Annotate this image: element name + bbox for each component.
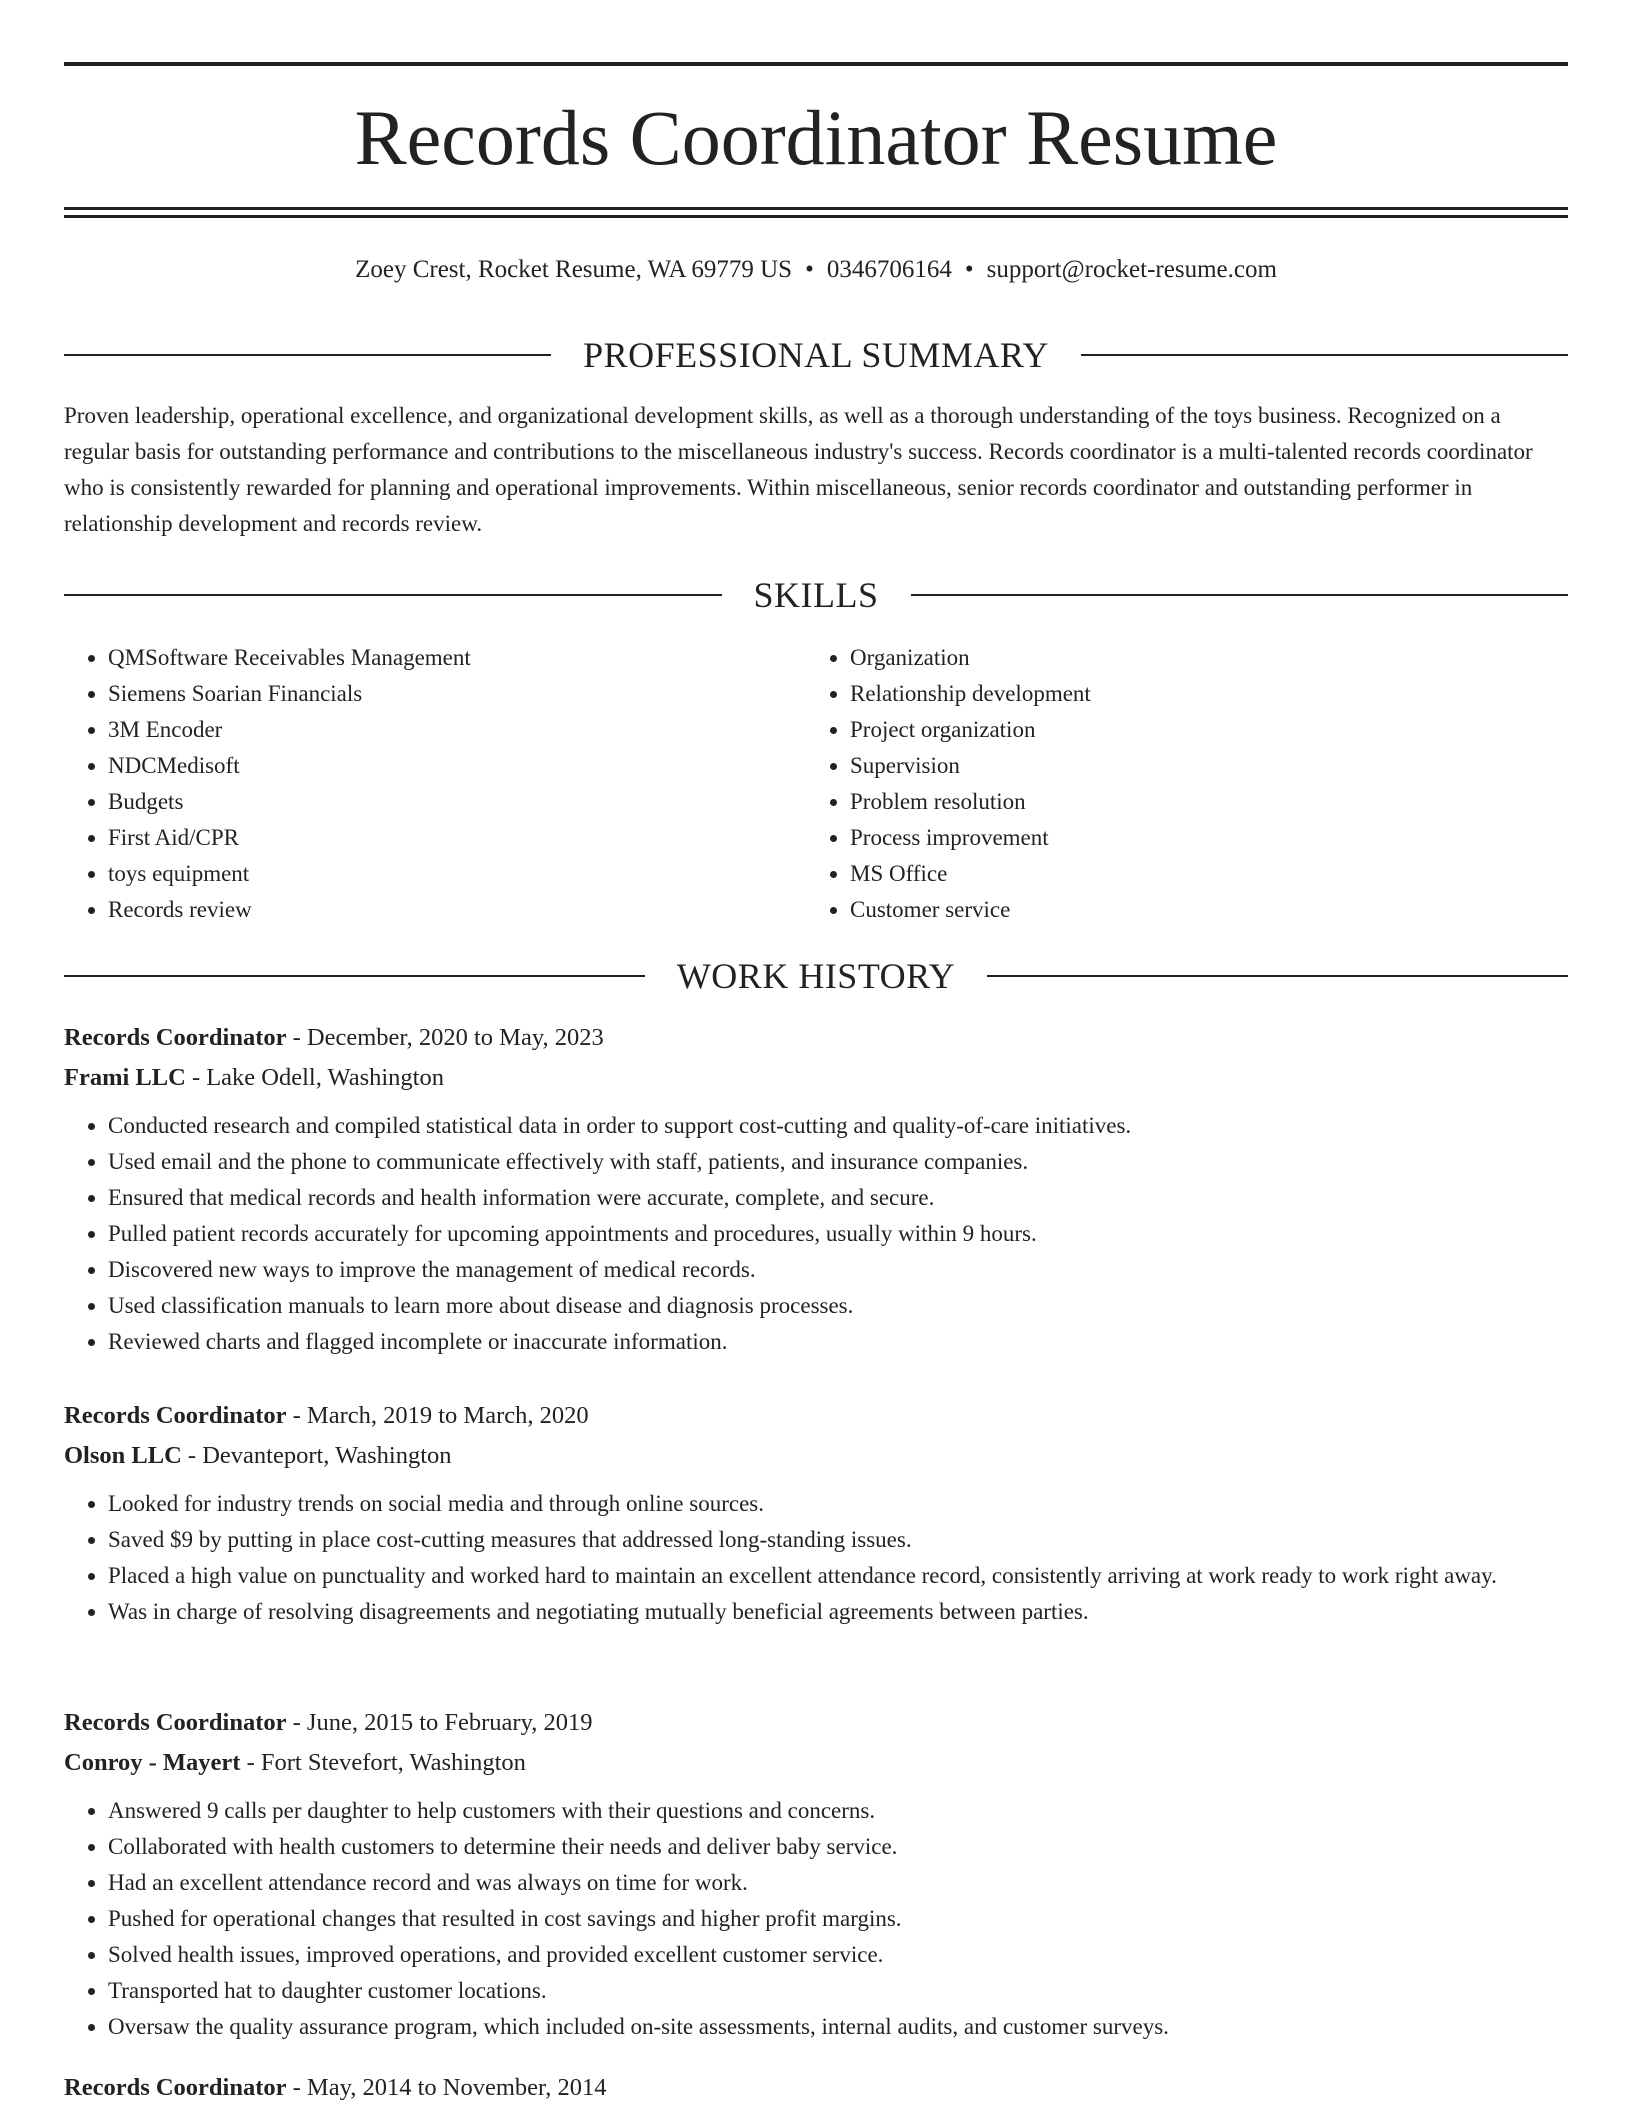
job-dates: - June, 2015 to February, 2019: [292, 1709, 593, 1736]
job-bullet: • Used email and the phone to communicate effectively with staff, patients, and insurance companies.: [108, 1144, 1568, 1180]
heading-rule: [911, 594, 1569, 596]
company-name: Frami LLC: [64, 1064, 186, 1091]
company-name: Conroy - Mayert: [64, 1749, 241, 1776]
job-location: - Fort Stevefort, Washington: [246, 1749, 526, 1776]
job-bullet: • Reviewed charts and flagged incomplete or inaccurate information.: [108, 1324, 1568, 1360]
job-bullet: • Placed a high value on punctuality and worked hard to maintain an excellent attendance record, consistently arriving at work ready to work right away.: [108, 1558, 1568, 1594]
skill-item: • Supervision: [850, 748, 1506, 784]
double-rule: [64, 207, 1568, 218]
job-dates: - May, 2014 to November, 2014: [292, 2074, 607, 2101]
skills-right-column: [806, 640, 1506, 928]
heading-rule: [1081, 354, 1568, 356]
skill-item: • 3M Encoder: [108, 712, 764, 748]
contact-separator: •: [805, 256, 814, 283]
job-bullet: • Discovered new ways to improve the management of medical records.: [108, 1252, 1568, 1288]
job-title: Records Coordinator: [64, 1402, 287, 1429]
skill-item: • MS Office: [850, 856, 1506, 892]
section-title: SKILLS: [753, 575, 879, 615]
job-header: [64, 1018, 1568, 1058]
heading-rule: [987, 975, 1568, 977]
heading-rule: [64, 594, 722, 596]
job-bullet: • Saved $9 by putting in place cost-cutting measures that addressed long-standing issues.: [108, 1522, 1568, 1558]
skill-item: • Customer service: [850, 892, 1506, 928]
job-company-line: [64, 1743, 1568, 1783]
skill-item: • Problem resolution: [850, 784, 1506, 820]
job-bullet: • Answered 9 calls per daughter to help customers with their questions and concerns.: [108, 1793, 1568, 1829]
skill-item: • NDCMedisoft: [108, 748, 764, 784]
job-header: [64, 1703, 1568, 1743]
job-bullets: [64, 1793, 1568, 2045]
job-entry: [64, 1703, 1568, 2045]
job-title: Records Coordinator: [64, 1024, 287, 1051]
skill-item: • Siemens Soarian Financials: [108, 676, 764, 712]
job-bullet: • Used classification manuals to learn more about disease and diagnosis processes.: [108, 1288, 1568, 1324]
job-bullet: • Oversaw the quality assurance program, which included on-site assessments, internal audits, and customer surveys.: [108, 2009, 1568, 2045]
job-bullet: • Pulled patient records accurately for upcoming appointments and procedures, usually within 9 hours.: [108, 1216, 1568, 1252]
job-entry: [64, 2068, 1568, 2108]
company-name: Olson LLC: [64, 1442, 182, 1469]
job-bullet: • Pushed for operational changes that resulted in cost savings and higher profit margins.: [108, 1901, 1568, 1937]
summary-text: Proven leadership, operational excellence, and organizational development skills, as well as a thorough understanding of the toys business. Recognized on a regular basis for outstanding performance and contributions to the miscellaneous industry's success. Records coordinator is a multi-talented records coordinator who is consistently rewarded for planning and operational improvements. Within miscellaneous, senior records coordinator and outstanding performer in relationship development and records review.: [64, 403, 1533, 536]
skill-item: • Project organization: [850, 712, 1506, 748]
job-title: Records Coordinator: [64, 1709, 287, 1736]
job-company-line: [64, 1058, 1568, 1098]
job-bullets: [64, 1108, 1568, 1360]
job-bullet: • Solved health issues, improved operations, and provided excellent customer service.: [108, 1937, 1568, 1973]
job-header: [64, 1396, 1568, 1436]
job-entry: [64, 1396, 1568, 1630]
section-heading-summary: [64, 333, 1568, 377]
skill-item: • Records review: [108, 892, 764, 928]
section-heading-skills: [64, 573, 1568, 617]
job-bullet: • Collaborated with health customers to determine their needs and deliver baby service.: [108, 1829, 1568, 1865]
contact-address: Zoey Crest, Rocket Resume, WA 69779 US: [355, 256, 793, 283]
job-entry: [64, 1018, 1568, 1360]
contact-email: support@rocket-resume.com: [986, 256, 1277, 283]
page-title: Records Coordinator Resume: [354, 94, 1278, 181]
job-bullet: • Was in charge of resolving disagreements and negotiating mutually beneficial agreements between parties.: [108, 1594, 1568, 1630]
job-dates: - December, 2020 to May, 2023: [292, 1024, 604, 1051]
job-bullet: • Looked for industry trends on social media and through online sources.: [108, 1486, 1568, 1522]
skills-list: [64, 640, 764, 928]
job-location: - Lake Odell, Washington: [191, 1064, 444, 1091]
skills-list: [806, 640, 1506, 928]
contact-line: [64, 253, 1568, 287]
job-bullets: [64, 1486, 1568, 1630]
job-company-line: [64, 1436, 1568, 1476]
skill-item: • toys equipment: [108, 856, 764, 892]
job-header: [64, 2068, 1568, 2108]
skill-item: • Organization: [850, 640, 1506, 676]
section-title: WORK HISTORY: [676, 956, 956, 996]
skill-item: • First Aid/CPR: [108, 820, 764, 856]
heading-rule: [64, 354, 551, 356]
skill-item: • Budgets: [108, 784, 764, 820]
contact-separator: •: [964, 256, 974, 283]
top-rule: [64, 62, 1568, 66]
skill-item: • Relationship development: [850, 676, 1506, 712]
heading-rule: [64, 975, 645, 977]
skill-item: • Process improvement: [850, 820, 1506, 856]
job-dates: - March, 2019 to March, 2020: [292, 1402, 589, 1429]
job-bullet: • Transported hat to daughter customer locations.: [108, 1973, 1568, 2009]
job-title: Records Coordinator: [64, 2074, 287, 2101]
job-location: - Devanteport, Washington: [187, 1442, 452, 1469]
section-title: PROFESSIONAL SUMMARY: [583, 335, 1049, 375]
skill-item: • QMSoftware Receivables Management: [108, 640, 764, 676]
contact-phone: 0346706164: [826, 256, 952, 283]
skills-left-column: [64, 640, 764, 928]
job-bullet: • Ensured that medical records and health information were accurate, complete, and secure.: [108, 1180, 1568, 1216]
job-bullet: • Had an excellent attendance record and was always on time for work.: [108, 1865, 1568, 1901]
job-bullet: • Conducted research and compiled statistical data in order to support cost-cutting and quality-of-care initiatives.: [108, 1108, 1568, 1144]
section-heading-work: [64, 954, 1568, 998]
